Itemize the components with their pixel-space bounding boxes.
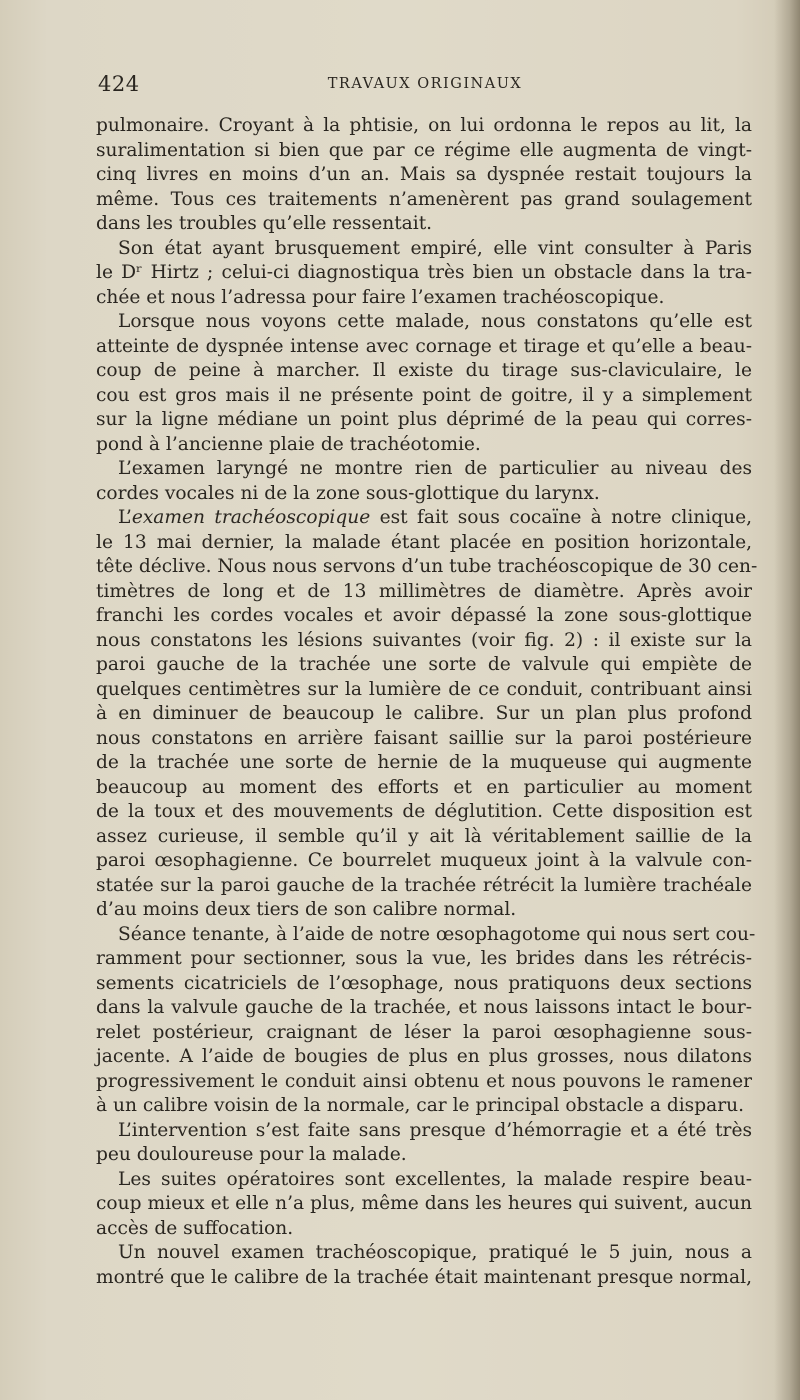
text-line: paroi œsophagienne. Ce bourrelet muqueux joint à la valvule con- bbox=[96, 850, 752, 871]
text-line: même. Tous ces traitements n’amenèrent pas grand soulagement bbox=[96, 188, 752, 210]
text-line: suralimentation si bien que par ce régime elle augmenta de vingt- bbox=[96, 139, 752, 161]
text-line-with-italic: L’examen trachéoscopique est fait sous cocaïne à notre clinique, bbox=[118, 507, 753, 528]
text-line: coup mieux et elle n’a plus, même dans les heures qui suivent, aucun bbox=[96, 1193, 752, 1214]
text-line: quelques centimètres sur la lumière de ce conduit, contribuant ainsi bbox=[96, 678, 752, 700]
text-line: pond à l’ancienne plaie de trachéotomie. bbox=[96, 433, 481, 455]
text-line: peu douloureuse pour la malade. bbox=[96, 1144, 407, 1165]
text-line: beaucoup au moment des efforts et en particulier au moment bbox=[96, 776, 752, 798]
text-line: le 13 mai dernier, la malade étant placée en position horizontale, bbox=[96, 531, 752, 553]
text-line: nous constatons les lésions suivantes (voir fig. 2) : il existe sur la bbox=[96, 629, 752, 651]
page-header bbox=[98, 72, 752, 98]
text-line: statée sur la paroi gauche de la trachée rétrécit la lumière trachéale bbox=[96, 874, 752, 896]
text-line: de la trachée une sorte de hernie de la muqueuse qui augmente bbox=[96, 752, 752, 773]
text-line: progressivement le conduit ainsi obtenu et nous pouvons le ramener bbox=[96, 1070, 752, 1092]
italic-phrase: examen trachéoscopique bbox=[131, 507, 371, 528]
text-line: chée et nous l’adressa pour faire l’examen trachéoscopique. bbox=[96, 286, 665, 308]
text-line: L’examen laryngé ne montre rien de particulier au niveau des bbox=[118, 458, 752, 479]
text-line: le Dʳ Hirtz ; celui-ci diagnostiqua très bien un obstacle dans la tra- bbox=[96, 262, 752, 283]
text-line: à en diminuer de beaucoup le calibre. Sur un plan plus profond bbox=[96, 703, 752, 724]
text-line: cordes vocales ni de la zone sous-glottique du larynx. bbox=[96, 482, 600, 504]
text-line: dans les troubles qu’elle ressentait. bbox=[96, 213, 433, 234]
text-line: Lorsque nous voyons cette malade, nous constatons qu’elle est bbox=[118, 311, 752, 332]
text-line: ramment pour sectionner, sous la vue, les brides dans les rétrécis- bbox=[96, 948, 752, 969]
text-line: relet postérieur, craignant de léser la paroi œsophagienne sous- bbox=[96, 1021, 752, 1043]
text-line: d’au moins deux tiers de son calibre normal. bbox=[96, 899, 517, 920]
text-line: paroi gauche de la trachée une sorte de valvule qui empiète de bbox=[96, 654, 752, 675]
text-line: atteinte de dyspnée intense avec cornage et tirage et qu’elle a beau- bbox=[96, 335, 752, 357]
running-head: TRAVAUX ORIGINAUX bbox=[327, 76, 523, 92]
text-line: Un nouvel examen trachéoscopique, pratiqué le 5 juin, nous a bbox=[118, 1242, 752, 1263]
text-line: montré que le calibre de la trachée était maintenant presque normal, bbox=[96, 1266, 752, 1288]
text-line: sur la ligne médiane un point plus déprimé de la peau qui corres- bbox=[96, 409, 752, 430]
text-line: dans la valvule gauche de la trachée, et nous laissons intact le bour- bbox=[96, 997, 752, 1018]
body-text bbox=[96, 114, 758, 1290]
text-line: assez curieuse, il semble qu’il y ait là véritablement saillie de la bbox=[96, 825, 752, 847]
text-line: accès de suffocation. bbox=[96, 1217, 294, 1239]
text-line: Son état ayant brusquement empiré, elle vint consulter à Paris bbox=[118, 237, 752, 259]
text-line: nous constatons en arrière faisant saillie sur la paroi postérieure bbox=[96, 727, 752, 749]
text-line: cinq livres en moins d’un an. Mais sa dyspnée restait toujours la bbox=[96, 164, 752, 185]
text-line: à un calibre voisin de la normale, car le principal obstacle a disparu. bbox=[96, 1095, 744, 1116]
text-line: jacente. A l’aide de bougies de plus en plus grosses, nous dilatons bbox=[96, 1046, 752, 1067]
text-line: pulmonaire. Croyant à la phtisie, on lui ordonna le repos au lit, la bbox=[96, 115, 752, 136]
text-line: tête déclive. Nous nous servons d’un tube trachéoscopique de 30 cen- bbox=[96, 556, 758, 577]
text-line: Les suites opératoires sont excellentes, la malade respire beau- bbox=[118, 1168, 752, 1190]
page-edge-shadow bbox=[774, 0, 800, 1400]
text-line: franchi les cordes vocales et avoir dépassé la zone sous-glottique bbox=[96, 605, 752, 626]
text-line: timètres de long et de 13 millimètres de diamètre. Après avoir bbox=[96, 580, 752, 602]
text-line: coup de peine à marcher. Il existe du tirage sus-claviculaire, le bbox=[96, 360, 752, 381]
text-line: sements cicatriciels de l’œsophage, nous pratiquons deux sections bbox=[96, 972, 752, 994]
text-line: de la toux et des mouvements de déglutition. Cette disposition est bbox=[96, 801, 752, 822]
text-line: L’intervention s’est faite sans presque d’hémorragie et a été très bbox=[118, 1119, 752, 1141]
page-number: 424 bbox=[98, 72, 140, 96]
text-line: cou est gros mais il ne présente point de goitre, il y a simplement bbox=[96, 384, 752, 406]
text-line: Séance tenante, à l’aide de notre œsophagotome qui nous sert cou- bbox=[118, 923, 756, 945]
